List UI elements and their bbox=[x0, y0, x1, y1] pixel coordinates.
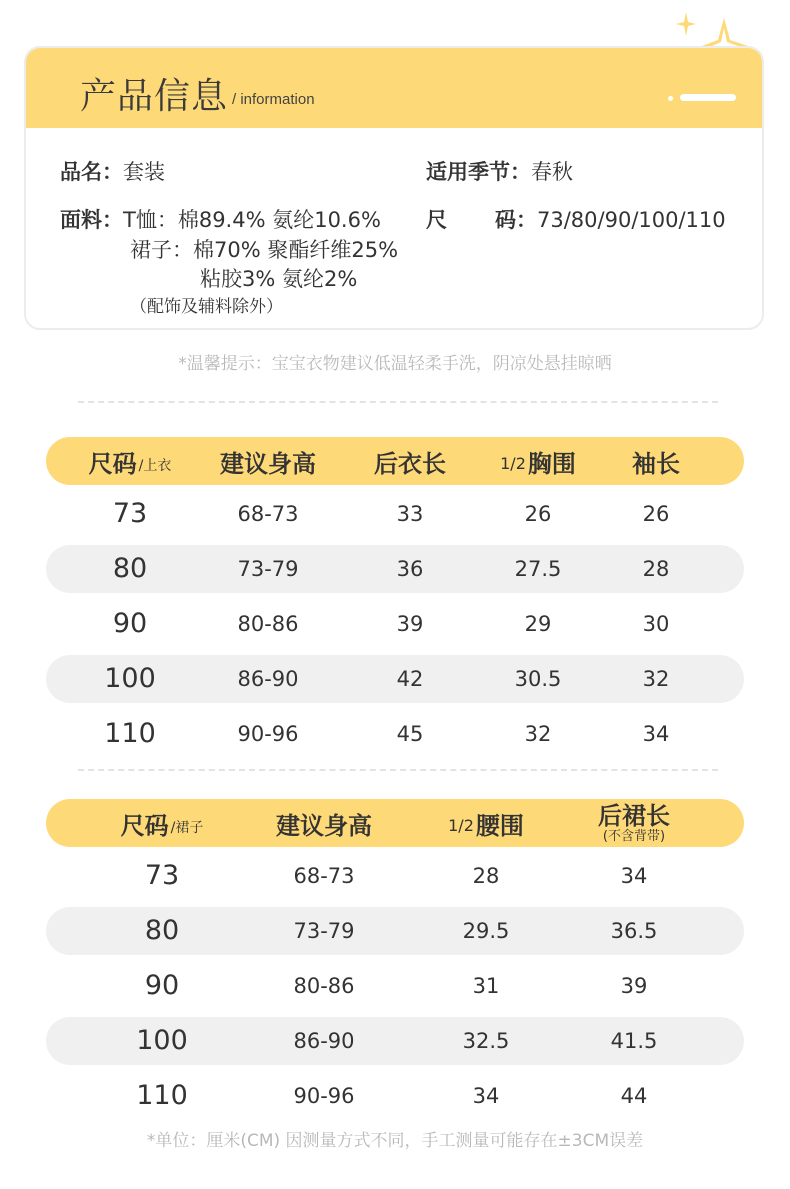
size-value: 73/80/90/100/110 bbox=[537, 208, 726, 232]
table-row bbox=[46, 852, 744, 900]
header-height: 建议身高 bbox=[276, 811, 372, 840]
table-row bbox=[46, 962, 744, 1010]
cell-skirt-length: 34 bbox=[620, 864, 648, 888]
season-row bbox=[426, 156, 573, 186]
cell-waist: 31 bbox=[472, 974, 500, 998]
cell-sleeve: 26 bbox=[642, 502, 670, 526]
cell-size: 73 bbox=[112, 498, 148, 529]
table-row bbox=[46, 545, 744, 593]
cell-length: 36 bbox=[396, 557, 424, 581]
cell-height: 73-79 bbox=[293, 919, 355, 943]
cell-skirt-length: 39 bbox=[620, 974, 648, 998]
fabric-tshirt: T恤：棉89.4% 氨纶10.6% bbox=[123, 208, 381, 232]
header-chest: 1/2 胸围 bbox=[500, 449, 576, 478]
table-row bbox=[46, 1017, 744, 1065]
header-size: 尺码 /裙子 bbox=[120, 811, 204, 840]
cell-height: 86-90 bbox=[293, 1029, 355, 1053]
table-row bbox=[46, 907, 744, 955]
cell-waist: 28 bbox=[472, 864, 500, 888]
fabric-row bbox=[60, 204, 381, 234]
cell-size: 90 bbox=[144, 970, 180, 1001]
cell-height: 68-73 bbox=[293, 864, 355, 888]
cell-chest: 26 bbox=[524, 502, 552, 526]
cell-length: 45 bbox=[396, 722, 424, 746]
cell-size: 100 bbox=[136, 1025, 188, 1056]
info-subtitle: / information bbox=[232, 91, 315, 108]
cell-height: 73-79 bbox=[237, 557, 299, 581]
size-label: 尺 bbox=[426, 208, 447, 232]
header-height: 建议身高 bbox=[220, 449, 316, 478]
fabric-label: 面料： bbox=[60, 208, 123, 232]
cell-chest: 27.5 bbox=[514, 557, 562, 581]
size-row bbox=[426, 204, 726, 234]
cell-length: 39 bbox=[396, 612, 424, 636]
cell-waist: 34 bbox=[472, 1084, 500, 1108]
divider bbox=[78, 769, 718, 771]
info-header bbox=[26, 48, 762, 128]
fabric-note: （配饰及辅料除外） bbox=[130, 297, 283, 317]
cell-height: 80-86 bbox=[237, 612, 299, 636]
size-label-2: 码： bbox=[495, 208, 537, 232]
cell-sleeve: 32 bbox=[642, 667, 670, 691]
header-length: 后衣长 bbox=[374, 449, 446, 478]
table-row bbox=[46, 490, 744, 538]
season-value: 春秋 bbox=[531, 160, 573, 184]
cell-height: 86-90 bbox=[237, 667, 299, 691]
header-skirt-length: 后裙长 (不含背带) bbox=[598, 801, 670, 844]
header-size: 尺码 /上衣 bbox=[88, 449, 172, 478]
bottom-table-header bbox=[46, 799, 744, 847]
cell-height: 80-86 bbox=[293, 974, 355, 998]
cell-waist: 29.5 bbox=[462, 919, 510, 943]
product-name-label: 品名： bbox=[60, 160, 123, 184]
header-waist: 1/2 腰围 bbox=[448, 811, 524, 840]
cell-waist: 32.5 bbox=[462, 1029, 510, 1053]
info-title: 产品信息 bbox=[80, 76, 229, 117]
cell-size: 110 bbox=[136, 1080, 188, 1111]
cell-height: 90-96 bbox=[237, 722, 299, 746]
cell-length: 42 bbox=[396, 667, 424, 691]
divider bbox=[78, 401, 718, 403]
product-name-row bbox=[60, 156, 165, 186]
product-name-value: 套装 bbox=[123, 160, 165, 184]
top-table-header bbox=[46, 437, 744, 485]
cell-chest: 29 bbox=[524, 612, 552, 636]
cell-size: 90 bbox=[112, 608, 148, 639]
cell-size: 80 bbox=[112, 553, 148, 584]
header-sleeve: 袖长 bbox=[632, 449, 680, 478]
cell-size: 110 bbox=[104, 718, 156, 749]
cell-height: 90-96 bbox=[293, 1084, 355, 1108]
cell-chest: 32 bbox=[524, 722, 552, 746]
season-label: 适用季节： bbox=[426, 160, 531, 184]
cell-skirt-length: 44 bbox=[620, 1084, 648, 1108]
cell-size: 73 bbox=[144, 860, 180, 891]
table-row bbox=[46, 1072, 744, 1120]
table-row bbox=[46, 710, 744, 758]
cell-chest: 30.5 bbox=[514, 667, 562, 691]
care-tip: *温馨提示：宝宝衣物建议低温轻柔手洗，阴凉处悬挂晾晒 bbox=[178, 354, 612, 374]
table-row bbox=[46, 600, 744, 648]
cell-sleeve: 28 bbox=[642, 557, 670, 581]
cell-size: 80 bbox=[144, 915, 180, 946]
header-decoration bbox=[668, 94, 736, 102]
cell-sleeve: 30 bbox=[642, 612, 670, 636]
cell-length: 33 bbox=[396, 502, 424, 526]
cell-skirt-length: 36.5 bbox=[610, 919, 658, 943]
fabric-skirt-line2: 粘胶3% 氨纶2% bbox=[200, 267, 358, 291]
cell-size: 100 bbox=[104, 663, 156, 694]
cell-skirt-length: 41.5 bbox=[610, 1029, 658, 1053]
product-info-card bbox=[24, 46, 764, 330]
cell-sleeve: 34 bbox=[642, 722, 670, 746]
unit-footnote: *单位：厘米(CM) 因测量方式不同，手工测量可能存在±3CM误差 bbox=[146, 1131, 644, 1151]
cell-height: 68-73 bbox=[237, 502, 299, 526]
fabric-skirt-line1: 裙子：棉70% 聚酯纤维25% bbox=[130, 238, 399, 262]
table-row bbox=[46, 655, 744, 703]
